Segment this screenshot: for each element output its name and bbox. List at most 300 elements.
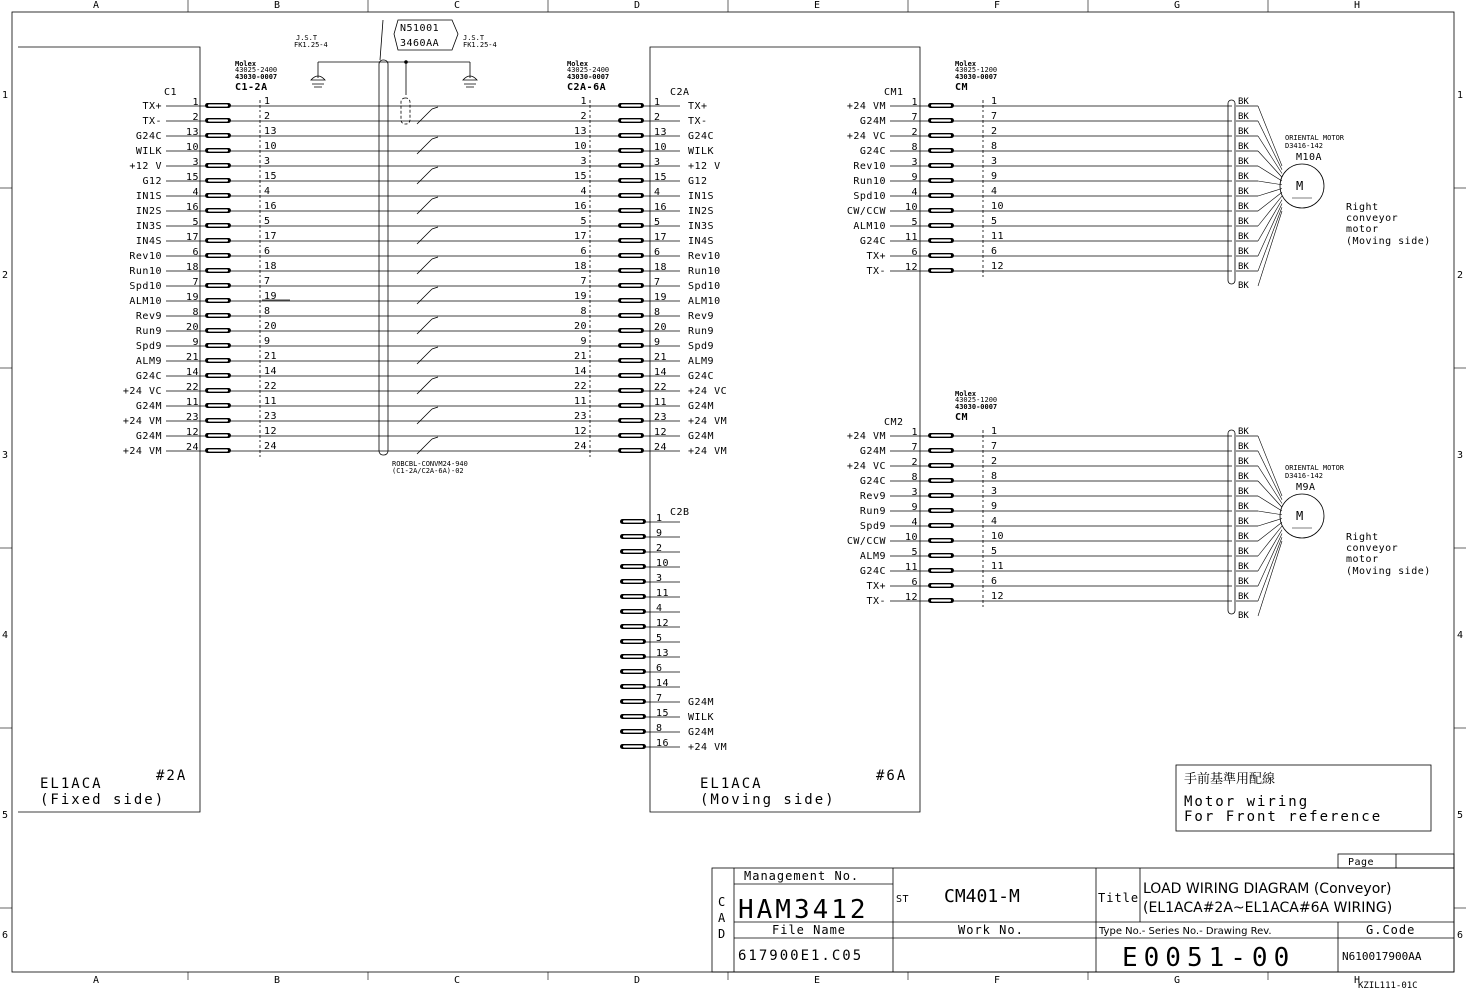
grid-col-label-bottom: E — [814, 975, 821, 986]
motor-m10a-desc-3: motor — [1346, 224, 1379, 235]
cm1-wire-color: BK — [1238, 281, 1249, 291]
c2a-pin-number: 20 — [654, 322, 668, 333]
cm2-pin-number: 3 — [911, 487, 918, 498]
c2a-pin-contact-hole — [621, 359, 641, 361]
c1-pin-number: 20 — [185, 322, 199, 333]
c2b-pin-number: 2 — [656, 543, 663, 554]
c1-pin-number: 19 — [185, 292, 199, 303]
c2b-pin-number: 11 — [656, 588, 670, 599]
motor-m10a-maker: ORIENTAL MOTOR — [1285, 134, 1345, 142]
c1-signal-label: TX- — [142, 116, 162, 127]
cm1-molex-pin: 9 — [991, 171, 998, 182]
cm1-pin-number: 11 — [904, 232, 918, 243]
cm1-pin-contact-hole — [931, 239, 951, 241]
note-jp: 手前基準用配線 — [1184, 772, 1276, 787]
c2a-pin-number: 18 — [654, 262, 668, 273]
molex-c2-p1: 43025-2400 — [567, 66, 610, 74]
cm2-signal-label: +24 VM — [846, 431, 886, 442]
c1-signal-label: TX+ — [142, 101, 162, 112]
c2a-signal-label: IN1S — [688, 191, 715, 202]
c1-pin-contact-hole — [208, 299, 228, 301]
cm1-molex-pin: 10 — [991, 201, 1005, 212]
c2a-signal-label: Spd9 — [688, 341, 715, 352]
molex-c1-pin: 16 — [264, 201, 278, 212]
c2a-pin-number: 14 — [654, 367, 668, 378]
c2a-signal-label: Run10 — [688, 266, 721, 277]
molex-c1-pin: 12 — [264, 426, 278, 437]
c2a-pin-contact-hole — [621, 449, 641, 451]
molex-c1-pin: 13 — [264, 126, 278, 137]
cm1-signal-label: G24C — [859, 146, 886, 157]
tb-page-label: Page — [1348, 857, 1375, 868]
molex-c1-pin: 7 — [264, 276, 271, 287]
cm1-pin-number: 9 — [911, 172, 918, 183]
cm2-pin-number: 2 — [911, 457, 918, 468]
motor-m10a-desc-4: (Moving side) — [1346, 236, 1431, 247]
cm1-pin-contact-hole — [931, 104, 951, 106]
cm2-pin-contact-hole — [931, 434, 951, 436]
c2a-pin-contact-hole — [621, 239, 641, 241]
twisted-pair-mark — [417, 287, 438, 304]
tb-type-label: Type No.- Series No.- Drawing Rev. — [1099, 926, 1272, 937]
cm1-molex-pin: 7 — [991, 111, 998, 122]
cm2-pin-number: 10 — [904, 532, 918, 543]
shield-drain-wire — [318, 20, 470, 95]
c1-signal-label: Run9 — [135, 326, 162, 337]
c2a-pin-number: 23 — [654, 412, 668, 423]
grid-col-label-bottom: C — [454, 975, 461, 986]
motor-lead-fan — [1258, 511, 1282, 515]
c2a-pin-number: 24 — [654, 442, 668, 453]
c2a-signal-label: G24M — [688, 431, 715, 442]
motor-m10a-symbol: M — [1296, 179, 1305, 193]
motor-m9a-symbol: M — [1296, 509, 1305, 523]
cm2-pin-contact-hole — [931, 479, 951, 481]
cm2-pin-number: 5 — [911, 547, 918, 558]
molex-c2-pin: 24 — [573, 441, 587, 452]
c2a-pin-number: 17 — [654, 232, 668, 243]
molex-c1-pin: 24 — [264, 441, 278, 452]
cm2-pin-number: 4 — [911, 517, 918, 528]
c1-pin-contact-hole — [208, 359, 228, 361]
c2a-pin-number: 9 — [654, 337, 661, 348]
cm2-signal-label: +24 VC — [846, 461, 886, 472]
c1-pin-number: 7 — [192, 277, 199, 288]
c2a-pin-number: 22 — [654, 382, 668, 393]
c2a-signal-label: IN3S — [688, 221, 715, 232]
cm1-label: CM1 — [884, 87, 904, 98]
c1-pin-contact-hole — [208, 224, 228, 226]
cm1-wire-color: BK — [1238, 127, 1249, 137]
cm1-molex-pin: 4 — [991, 186, 998, 197]
cable-note-line2: (C1-2A/C2A-6A)-02 — [392, 467, 464, 475]
c1-pin-number: 2 — [192, 112, 199, 123]
cm2-pin-number: 8 — [911, 472, 918, 483]
cm1-signal-label: Rev10 — [853, 161, 886, 172]
c2a-pin-contact-hole — [621, 194, 641, 196]
cm1-molex-pin: 5 — [991, 216, 998, 227]
cm1-pin-number: 4 — [911, 187, 918, 198]
motor-m9a-model: D3416-142 — [1285, 472, 1323, 480]
c1-pin-contact-hole — [208, 404, 228, 406]
c1-pin-number: 23 — [185, 412, 199, 423]
c1-pin-contact-hole — [208, 314, 228, 316]
cm2-signal-label: G24M — [859, 446, 886, 457]
cm2-signal-label: TX+ — [866, 581, 886, 592]
molex-c1-pin: 10 — [264, 141, 278, 152]
c1-pin-contact-hole — [208, 329, 228, 331]
jst-left-part: FK1.25-4 — [294, 41, 328, 49]
twisted-pair-mark — [417, 317, 438, 334]
cm2-signal-label: ALM9 — [859, 551, 886, 562]
grid-row-label-left: 1 — [2, 90, 9, 101]
tb-mgmt-value: HAM3412 — [738, 895, 869, 925]
molex-c1-pin: 11 — [264, 396, 278, 407]
c1-pin-number: 14 — [185, 367, 199, 378]
twisted-pair-mark — [417, 227, 438, 244]
molex-c1-pin: 9 — [264, 336, 271, 347]
cm1-pin-contact-hole — [931, 224, 951, 226]
grid-col-label-top: C — [454, 0, 461, 11]
molex-c1-p1: 43025-2400 — [235, 66, 278, 74]
cm1-wire-color: BK — [1238, 142, 1249, 152]
cm1-wire-color: BK — [1238, 97, 1249, 107]
cm1-molex-pin: 6 — [991, 246, 998, 257]
molex-cm1-p2: 43030-0007 — [955, 73, 998, 81]
c2a-signal-label: WILK — [688, 146, 715, 157]
cm2-signal-label: CW/CCW — [846, 536, 886, 547]
molex-cm2-p1: 43025-1200 — [955, 396, 998, 404]
left-unit-name: EL1ACA — [40, 776, 103, 792]
title-block — [712, 854, 1454, 991]
c2b-pin-number: 14 — [656, 678, 670, 689]
tb-cad-2: A — [718, 911, 727, 925]
c2b-pin-contact-hole — [623, 745, 643, 747]
molex-c2-brand: Molex — [567, 60, 589, 68]
molex-cm1-brand: Molex — [955, 60, 977, 68]
molex-c2-pin: 21 — [573, 351, 587, 362]
c1-label: C1 — [164, 87, 178, 98]
cm2-pin-contact-hole — [931, 569, 951, 571]
molex-c1-pin: 22 — [264, 381, 278, 392]
cm2-signal-label: Spd9 — [859, 521, 886, 532]
c2a-pin-contact-hole — [621, 134, 641, 136]
c2b-pin-number: 13 — [656, 648, 670, 659]
cm2-label: CM2 — [884, 417, 904, 428]
cm1-signal-label: Spd10 — [853, 191, 886, 202]
cm2-pin-contact-hole — [931, 449, 951, 451]
cm1-pin-number: 3 — [911, 157, 918, 168]
cm2-pin-number: 7 — [911, 442, 918, 453]
note-line2: For Front reference — [1184, 809, 1383, 825]
grid-col-label-top: F — [994, 0, 1001, 11]
molex-c1-pin: 17 — [264, 231, 278, 242]
grid-row-label-right: 2 — [1457, 270, 1464, 281]
c1-pin-contact-hole — [208, 179, 228, 181]
c2a-pin-contact-hole — [621, 119, 641, 121]
c1-pin-number: 12 — [185, 427, 199, 438]
molex-cm2-brand: Molex — [955, 390, 977, 398]
cm1-signal-label: G24M — [859, 116, 886, 127]
molex-c1-pin: 5 — [264, 216, 271, 227]
cm1-molex-pin: 3 — [991, 156, 998, 167]
cm2-wire-color: BK — [1238, 592, 1249, 602]
cm1-molex-pin: 12 — [991, 261, 1005, 272]
molex-c2-pin: 8 — [580, 306, 587, 317]
c2a-pin-contact-hole — [621, 329, 641, 331]
c1-signal-label: Spd9 — [135, 341, 162, 352]
cm2-wire-color: BK — [1238, 547, 1249, 557]
c1-pin-contact-hole — [208, 344, 228, 346]
grid-col-label-top: B — [274, 0, 281, 11]
c2a-signal-label: TX- — [688, 116, 708, 127]
right-unit-name: EL1ACA — [700, 776, 763, 792]
grid-row-label-left: 2 — [2, 270, 9, 281]
twisted-pair-mark — [417, 347, 438, 364]
wiring-rows — [123, 96, 1282, 753]
cm2-pin-contact-hole — [931, 509, 951, 511]
c2a-pin-number: 19 — [654, 292, 668, 303]
c2a-pin-contact-hole — [621, 389, 641, 391]
motor-m9a-desc-1: Right — [1346, 532, 1379, 543]
cm1-signal-label: +24 VC — [846, 131, 886, 142]
cm2-molex-pin: 8 — [991, 471, 998, 482]
c1-pin-contact-hole — [208, 164, 228, 166]
tb-title-2: (EL1ACA#2A~EL1ACA#6A WIRING) — [1143, 900, 1393, 916]
right-unit-id: #6A — [876, 768, 908, 784]
c2a-pin-contact-hole — [621, 224, 641, 226]
c2a-signal-label: TX+ — [688, 101, 708, 112]
cm2-pin-contact-hole — [931, 464, 951, 466]
twisted-pair-mark — [417, 257, 438, 274]
cm1-pin-contact-hole — [931, 194, 951, 196]
tb-gcode-value: N610017900AA — [1342, 950, 1422, 963]
c2a-pin-number: 21 — [654, 352, 668, 363]
motor-lead-fan — [1258, 537, 1282, 601]
cm2-wire-color: BK — [1238, 517, 1249, 527]
c1-pin-contact-hole — [208, 374, 228, 376]
molex-c2-pin: 19 — [573, 291, 587, 302]
molex-c2-pin: 18 — [573, 261, 587, 272]
c1-pin-number: 11 — [185, 397, 199, 408]
cm2-signal-label: Run9 — [859, 506, 886, 517]
c2b-pin-number: 9 — [656, 528, 663, 539]
c1-pin-contact-hole — [208, 194, 228, 196]
c2a-pin-number: 10 — [654, 142, 668, 153]
cm1-molex-pin: 2 — [991, 126, 998, 137]
c2a-pin-number: 13 — [654, 127, 668, 138]
cm2-wire-color: BK — [1238, 457, 1249, 467]
cm1-pin-number: 5 — [911, 217, 918, 228]
c1-pin-contact-hole — [208, 269, 228, 271]
cm2-pin-contact-hole — [931, 494, 951, 496]
c2a-pin-contact-hole — [621, 209, 641, 211]
shield-drain-sleeve — [401, 98, 410, 124]
twisted-pair-mark — [417, 437, 438, 454]
tb-cad-3: D — [718, 927, 727, 941]
molex-c1-pin: 6 — [264, 246, 271, 257]
cm1-wire-color: BK — [1238, 112, 1249, 122]
molex-cm2-name: CM — [955, 412, 969, 423]
c1-pin-contact-hole — [208, 254, 228, 256]
molex-cm2-p2: 43030-0007 — [955, 403, 998, 411]
c2b-pin-contact-hole — [623, 655, 643, 657]
molex-c2-pin: 23 — [573, 411, 587, 422]
tb-title-label: Title — [1098, 891, 1140, 905]
c2b-pin-number: 16 — [656, 738, 670, 749]
tb-cad-1: C — [718, 895, 727, 909]
c2b-pin-contact-hole — [623, 685, 643, 687]
c2b-pin-number: 7 — [656, 693, 663, 704]
tb-file-value: 617900E1.C05 — [738, 948, 864, 964]
molex-c1-name: C1-2A — [235, 82, 268, 93]
c2b-pin-number: 4 — [656, 603, 663, 614]
c2b-pin-contact-hole — [623, 625, 643, 627]
c2a-pin-contact-hole — [621, 254, 641, 256]
cm1-pin-number: 10 — [904, 202, 918, 213]
grid-col-label-bottom: D — [634, 975, 641, 986]
c2b-pin-number: 3 — [656, 573, 663, 584]
molex-c1-pin: 15 — [264, 171, 278, 182]
c1-pin-contact-hole — [208, 119, 228, 121]
cm2-wire-color: BK — [1238, 487, 1249, 497]
cm2-molex-pin: 1 — [991, 426, 998, 437]
c1-signal-label: Run10 — [129, 266, 162, 277]
cm2-molex-pin: 4 — [991, 516, 998, 527]
cm2-pin-contact-hole — [931, 584, 951, 586]
cm1-wire-color: BK — [1238, 172, 1249, 182]
grid-col-label-top: G — [1174, 0, 1181, 11]
shield-cable-bundle — [379, 60, 388, 455]
c2a-pin-number: 16 — [654, 202, 668, 213]
grid-row-label-right: 1 — [1457, 90, 1464, 101]
c2a-signal-label: ALM10 — [688, 296, 721, 307]
c1-pin-number: 17 — [185, 232, 199, 243]
motor-m9a-desc-4: (Moving side) — [1346, 566, 1431, 577]
cm1-pin-contact-hole — [931, 134, 951, 136]
c2a-signal-label: +12 V — [688, 161, 721, 172]
grid-col-label-bottom: F — [994, 975, 1001, 986]
tb-form-code: KZIL111-01C — [1358, 981, 1418, 991]
cm1-pin-number: 8 — [911, 142, 918, 153]
cm1-signal-label: TX+ — [866, 251, 886, 262]
tb-drawing-no: E0051-00 — [1122, 943, 1296, 973]
molex-c2-pin: 12 — [573, 426, 587, 437]
cm2-molex-pin: 11 — [991, 561, 1005, 572]
grid-col-label-top: H — [1354, 0, 1361, 11]
molex-c2-pin: 4 — [580, 186, 587, 197]
grid-row-label-left: 5 — [2, 810, 9, 821]
motor-lead-fan — [1258, 207, 1282, 271]
c2a-signal-label: +24 VC — [688, 386, 728, 397]
molex-c2-pin: 10 — [573, 141, 587, 152]
c1-pin-number: 9 — [192, 337, 199, 348]
cm2-molex-pin: 5 — [991, 546, 998, 557]
c1-pin-contact-hole — [208, 239, 228, 241]
c2a-pin-contact-hole — [621, 344, 641, 346]
c1-pin-number: 4 — [192, 187, 199, 198]
c2b-pin-contact-hole — [623, 520, 643, 522]
cm2-pin-number: 6 — [911, 577, 918, 588]
motor-m10a-name: M10A — [1296, 152, 1323, 163]
c1-pin-contact-hole — [208, 209, 228, 211]
cm1-pin-number: 7 — [911, 112, 918, 123]
left-unit-box — [18, 47, 200, 812]
c1-pin-number: 5 — [192, 217, 199, 228]
c1-pin-number: 10 — [185, 142, 199, 153]
cm1-signal-label: G24C — [859, 236, 886, 247]
cm2-wire-color: BK — [1238, 611, 1249, 621]
left-unit-id: #2A — [156, 768, 188, 784]
c1-signal-label: IN2S — [135, 206, 162, 217]
cm1-pin-contact-hole — [931, 164, 951, 166]
motor-m10a-desc-2: conveyor — [1346, 213, 1399, 224]
c1-signal-label: Spd10 — [129, 281, 162, 292]
c1-pin-contact-hole — [208, 419, 228, 421]
c1-pin-number: 15 — [185, 172, 199, 183]
c2a-pin-contact-hole — [621, 104, 641, 106]
c1-signal-label: WILK — [135, 146, 162, 157]
motor-lead-fan — [1258, 121, 1282, 170]
molex-c1-pin: 8 — [264, 306, 271, 317]
cm2-molex-pin: 9 — [991, 501, 998, 512]
molex-c2-pin: 1 — [580, 96, 587, 107]
left-unit-side: (Fixed side) — [40, 792, 166, 808]
cm2-molex-pin: 12 — [991, 591, 1005, 602]
molex-c2-pin: 9 — [580, 336, 587, 347]
cm1-wire-color: BK — [1238, 202, 1249, 212]
c2a-pin-contact-hole — [621, 179, 641, 181]
c2b-signal-label: +24 VM — [688, 742, 728, 753]
grid-col-label-top: D — [634, 0, 641, 11]
cm2-signal-label: G24C — [859, 476, 886, 487]
c1-pin-number: 8 — [192, 307, 199, 318]
cm1-signal-label: Run10 — [853, 176, 886, 187]
molex-c2-name: C2A-6A — [567, 82, 607, 93]
cm1-pin-number: 1 — [911, 97, 918, 108]
cm1-molex-pin: 11 — [991, 231, 1005, 242]
c2b-pin-contact-hole — [623, 715, 643, 717]
cm2-pin-number: 1 — [911, 427, 918, 438]
cm1-pin-contact-hole — [931, 209, 951, 211]
cm1-pin-number: 2 — [911, 127, 918, 138]
c2a-signal-label: Rev10 — [688, 251, 721, 262]
molex-c1-pin: 14 — [264, 366, 278, 377]
molex-c2-pin: 2 — [580, 111, 587, 122]
c1-pin-number: 18 — [185, 262, 199, 273]
c2a-pin-contact-hole — [621, 149, 641, 151]
cm2-signal-label: Rev9 — [859, 491, 886, 502]
c2b-pin-contact-hole — [623, 610, 643, 612]
motor-lead-fan — [1258, 436, 1282, 496]
c2b-pin-contact-hole — [623, 565, 643, 567]
molex-c1-pin: 21 — [264, 351, 278, 362]
tb-file-label: File Name — [772, 923, 847, 937]
cm1-signal-label: ALM10 — [853, 221, 886, 232]
cm2-pin-contact-hole — [931, 554, 951, 556]
cm2-pin-contact-hole — [931, 524, 951, 526]
c2a-pin-contact-hole — [621, 284, 641, 286]
c2b-pin-contact-hole — [623, 730, 643, 732]
c2a-pin-number: 1 — [654, 97, 661, 108]
shield-tag-line2: 3460AA — [400, 38, 440, 49]
cm2-wire-color: BK — [1238, 472, 1249, 482]
c1-signal-label: Rev9 — [135, 311, 162, 322]
cm2-molex-pin: 6 — [991, 576, 998, 587]
cm1-signal-label: +24 VM — [846, 101, 886, 112]
cm2-molex-pin: 10 — [991, 531, 1005, 542]
grid-col-label-bottom: H — [1354, 975, 1361, 986]
